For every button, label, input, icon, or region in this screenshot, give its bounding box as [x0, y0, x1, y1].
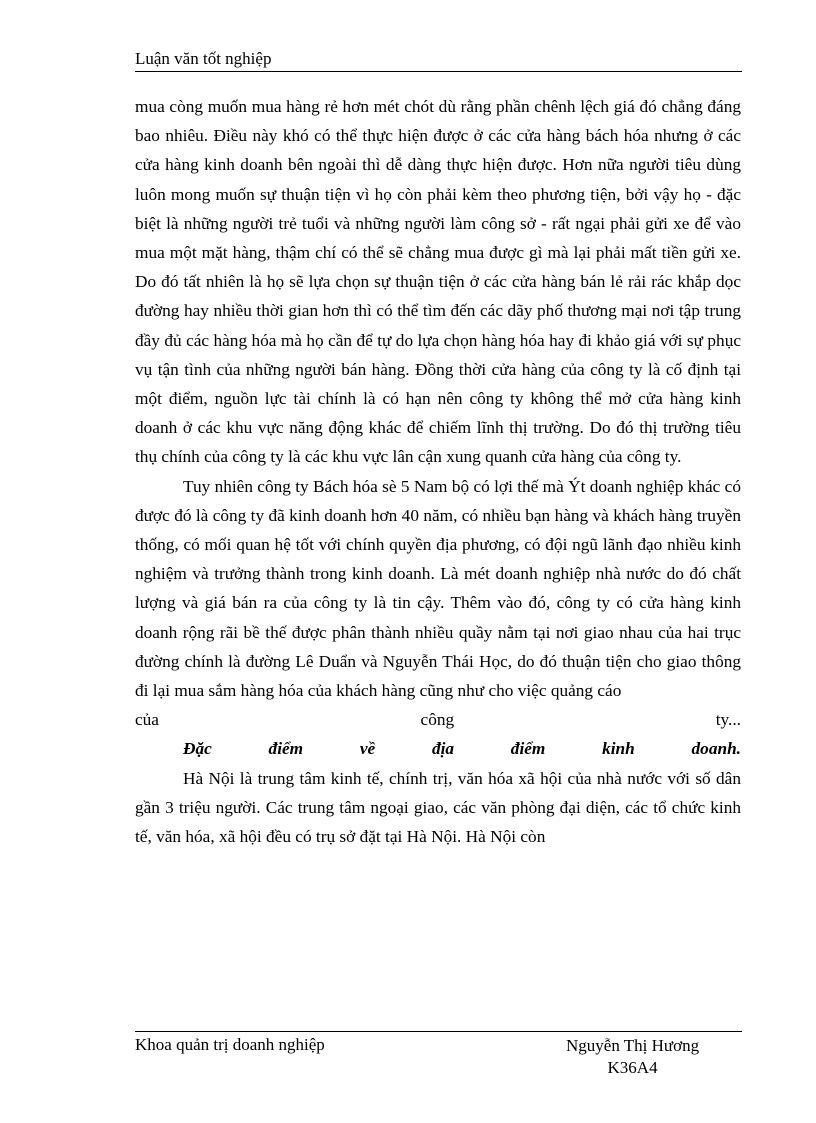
- footer-rule: [135, 1031, 742, 1032]
- paragraph-2: Tuy nhiên công ty Bách hóa sè 5 Nam bộ có lợi thế mà Ýt doanh nghiệp khác có được đó là công ty đã kinh doanh hơn 40 năm, có nhiều bạn hàng và khách hàng truyền thống, có mối quan hệ tốt với chính quyền địa phương, có đội ngũ lãnh đạo nhiều kinh nghiệm và trưởng thành trong kinh doanh. Là mét doanh nghiệp nhà nước do đó chất lượng và giá bán ra của công ty là tin cậy. Thêm vào đó, công ty có cửa hàng kinh doanh rộng rãi bề thế được phân thành nhiều quầy nằm tại nơi giao nhau của hai trục đường chính là đường Lê Duẩn và Nguyễn Thái Học, do đó thuận tiện cho giao thông đi lại mua sắm hàng hóa của khách hàng cũng như cho việc quảng cáo: [135, 476, 741, 701]
- heading-word: về: [359, 739, 376, 759]
- document-body: [135, 92, 741, 851]
- section-heading: [183, 734, 741, 763]
- last-line-word: của: [135, 710, 159, 730]
- running-header: Luận văn tốt nghiệp: [135, 49, 272, 68]
- heading-word: điểm: [268, 739, 304, 759]
- last-line-word: công: [420, 710, 455, 730]
- author-class: K36A4: [607, 1058, 658, 1077]
- heading-word: Đặc: [183, 739, 212, 759]
- heading-word: điểm: [510, 739, 546, 759]
- paragraph-3: Hà Nội là trung tâm kinh tế, chính trị, văn hóa xã hội của nhà nước với số dân gần 3 triệu người. Các trung tâm ngoại giao, các văn phòng đại diện, các tổ chức kinh tế, văn hóa, xã hội đều có trụ sở đặt tại Hà Nội. Hà Nội còn: [135, 768, 741, 847]
- footer-author: [566, 1035, 699, 1079]
- paragraph-2-last-line: [135, 705, 741, 734]
- paragraph-1: mua còng muốn mua hàng rẻ hơn mét chót dù rằng phần chênh lệch giá đó chẳng đáng bao nhiêu. Điều này khó có thể thực hiện được ở các cửa hàng bách hóa nhưng ở các cửa hàng kinh doanh bên ngoài thì dễ dàng thực hiện được. Hơn nữa người tiêu dùng luôn mong muốn sự thuận tiện vì họ còn phải kèm theo phương tiện, bởi vậy họ - đặc biệt là những người trẻ tuổi và những người làm công sở - rất ngại phải gửi xe để vào mua một mặt hàng, thậm chí có thể sẽ chẳng mua được gì mà lại phải mất tiền gửi xe. Do đó tất nhiên là họ sẽ lựa chọn sự thuận tiện ở các cửa hàng bán lẻ rải rác khắp dọc đường hay nhiều thời gian hơn thì có thể tìm đến các dãy phố thương mại nơi tập trung đầy đủ các hàng hóa mà họ cần để tự do lựa chọn hàng hóa hay đi khảo giá với sự phục vụ tận tình của những người bán hàng. Đồng thời cửa hàng của công ty là cố định tại một điểm, nguồn lực tài chính là có hạn nên công ty không thể mở cửa hàng kinh doanh ở các khu vực năng động khác để chiếm lĩnh thị trường. Do đó thị trường tiêu thụ chính của công ty là các khu vực lân cận xung quanh cửa hàng của công ty.: [135, 97, 741, 467]
- heading-word: doanh.: [691, 739, 741, 759]
- header-rule: [135, 71, 742, 72]
- heading-word: địa: [431, 739, 455, 759]
- heading-word: kinh: [602, 739, 635, 759]
- footer-department: Khoa quản trị doanh nghiệp: [135, 1035, 325, 1054]
- last-line-word: ty...: [715, 710, 741, 730]
- author-name: Nguyễn Thị Hương: [566, 1036, 700, 1055]
